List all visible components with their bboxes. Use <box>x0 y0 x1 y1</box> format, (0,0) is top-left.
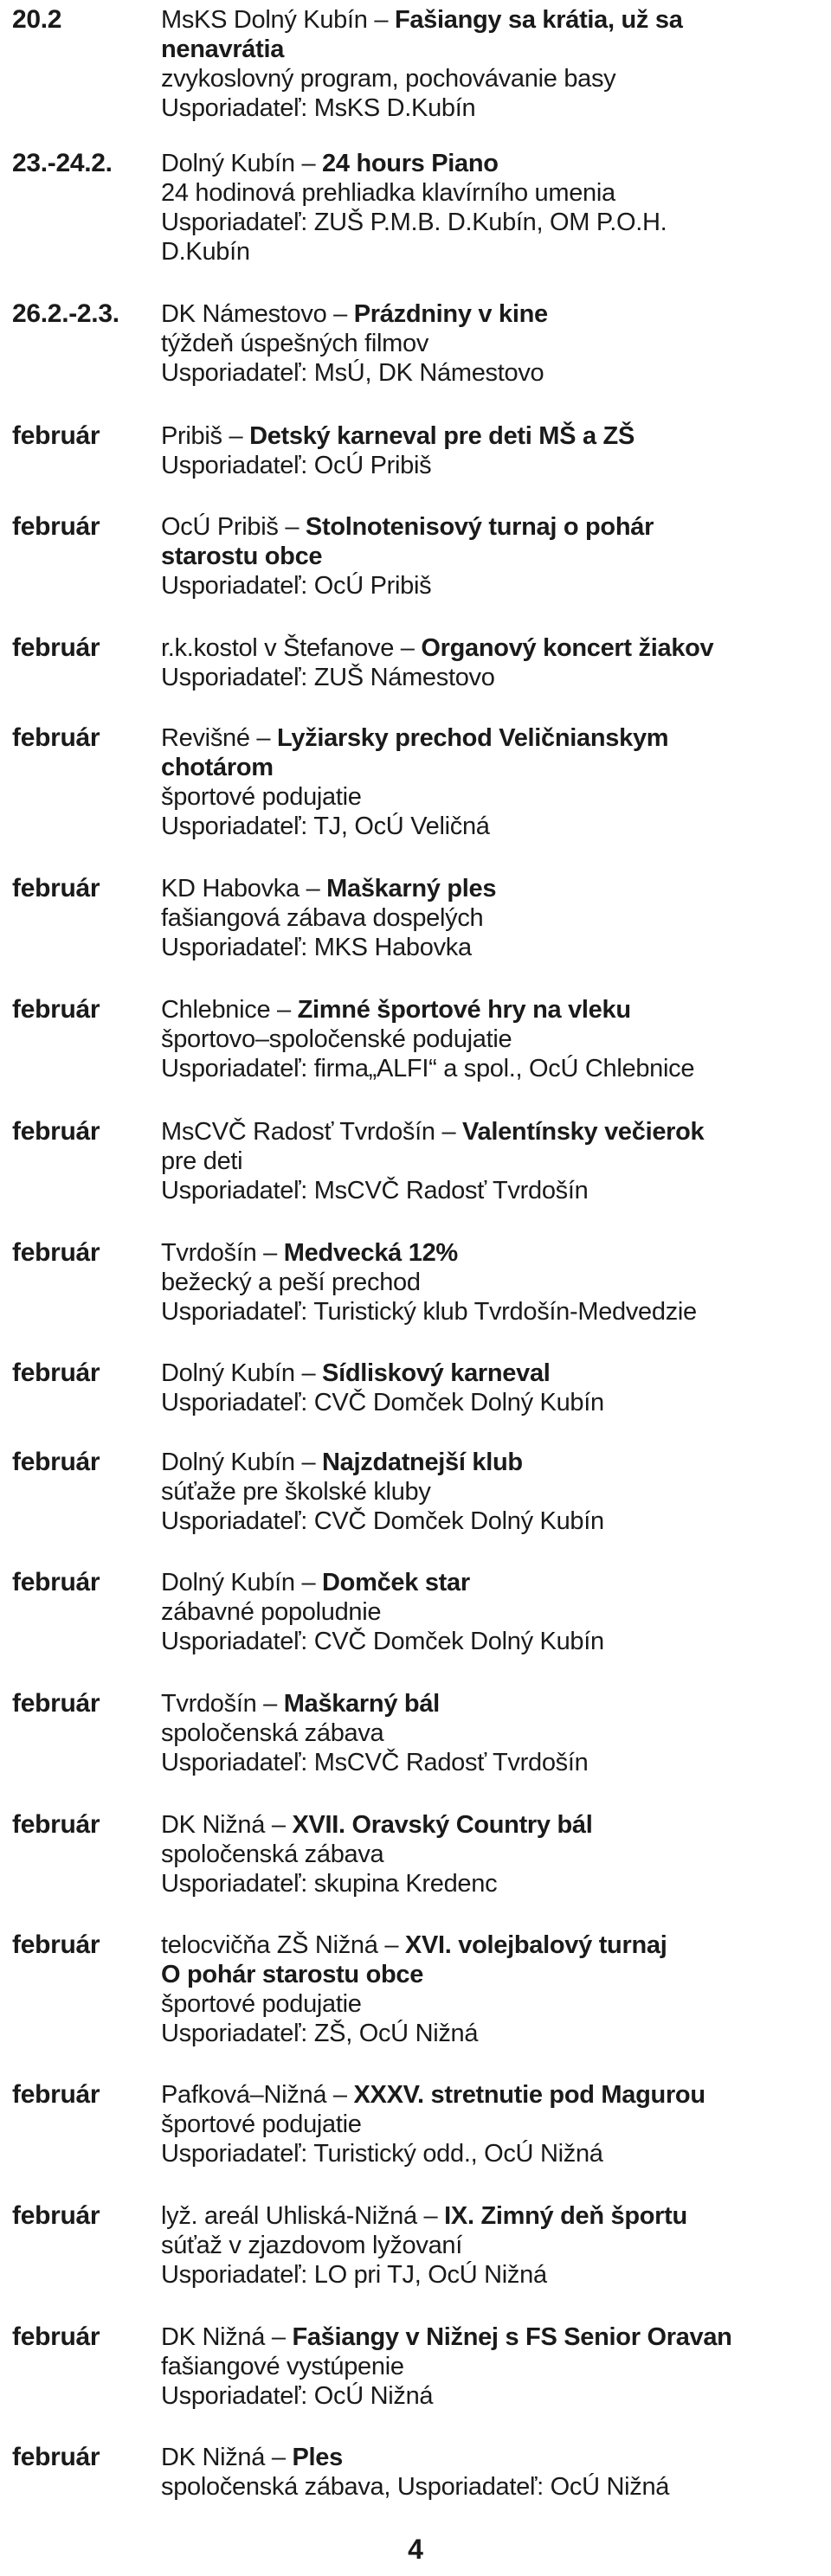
event-organizer: Usporiadateľ: TJ, OcÚ Veličná <box>161 813 490 840</box>
event-headline: Dolný Kubín – 24 hours Piano <box>161 150 499 177</box>
event-date: február <box>12 421 100 450</box>
event-date: 23.-24.2. <box>12 149 113 177</box>
event-organizer: Usporiadateľ: MsCVČ Radosť Tvrdošín <box>161 1749 589 1776</box>
event-organizer: Usporiadateľ: MsCVČ Radosť Tvrdošín <box>161 1177 589 1204</box>
event-title-cont: chotárom <box>161 754 274 781</box>
event-title: XXXV. stretnutie pod Magurou <box>353 2081 705 2109</box>
event-organizer: Usporiadateľ: ZUŠ P.M.B. D.Kubín, OM P.O.H. <box>161 209 667 236</box>
event-headline: DK Nižná – Ples <box>161 2444 343 2471</box>
event-organizer: Usporiadateľ: MsKS D.Kubín <box>161 94 476 122</box>
event-title: Lyžiarsky prechod Veličnianskym <box>277 724 669 752</box>
event-title: Maškarný bál <box>283 1690 440 1718</box>
event-title-cont: nenavrátia <box>161 35 285 63</box>
event-date: február <box>12 1359 100 1387</box>
event-title: Ples <box>292 2444 343 2471</box>
event-title: XVI. volejbalový turnaj <box>404 1931 667 1959</box>
event-body <box>161 874 819 962</box>
event-headline: MsCVČ Radosť Tvrdošín – Valentínsky večierok <box>161 1118 705 1146</box>
event-title: Stolnotenisový turnaj o pohár <box>305 513 654 541</box>
page-number: 4 <box>408 2534 423 2565</box>
event-date: február <box>12 995 100 1024</box>
event-item <box>12 874 819 962</box>
event-date: február <box>12 2201 100 2230</box>
event-item <box>12 1448 819 1536</box>
event-description: týždeň úspešných filmov <box>161 330 429 357</box>
event-item <box>12 2201 819 2290</box>
event-headline: DK Námestovo – Prázdniny v kine <box>161 300 548 328</box>
event-date: február <box>12 512 100 541</box>
event-organizer: Usporiadateľ: skupina Kredenc <box>161 1870 498 1898</box>
event-organizer: Usporiadateľ: firma„ALFI“ a spol., OcÚ Chlebnice <box>161 1055 695 1082</box>
event-organizer: Usporiadateľ: MKS Habovka <box>161 934 472 961</box>
event-body <box>161 2322 819 2411</box>
event-date: február <box>12 2443 100 2471</box>
event-place: Pribiš <box>161 422 222 450</box>
event-body <box>161 1810 819 1898</box>
event-headline: Chlebnice – Zimné športové hry na vleku <box>161 996 631 1024</box>
event-place: Tvrdošín <box>161 1690 257 1718</box>
event-body <box>161 1689 819 1777</box>
event-organizer: Usporiadateľ: ZŠ, OcÚ Nižná <box>161 2020 479 2047</box>
event-date: 20.2 <box>12 5 62 34</box>
event-date: február <box>12 723 100 752</box>
event-place: Tvrdošín <box>161 1239 257 1267</box>
event-organizer: Usporiadateľ: LO pri TJ, OcÚ Nižná <box>161 2261 547 2289</box>
event-headline: OcÚ Pribiš – Stolnotenisový turnaj o pohár <box>161 513 654 541</box>
event-title: Medvecká 12% <box>283 1239 458 1267</box>
event-place: lyž. areál Uhliská-Nižná <box>161 2202 417 2230</box>
event-title: Domček star <box>322 1569 470 1596</box>
event-body <box>161 1448 819 1536</box>
event-body <box>161 1359 819 1417</box>
event-description: fašiangové vystúpenie <box>161 2353 404 2380</box>
event-place: Chlebnice <box>161 996 271 1024</box>
event-place: telocvičňa ZŠ Nižná <box>161 1931 378 1959</box>
event-title: Fašiangy sa krátia, už sa <box>394 6 683 34</box>
event-body <box>161 1930 819 2048</box>
event-item <box>12 1689 819 1777</box>
event-description: pre deti <box>161 1147 243 1175</box>
event-headline: lyž. areál Uhliská-Nižná – IX. Zimný deň športu <box>161 2202 687 2230</box>
event-date: február <box>12 2322 100 2351</box>
event-item <box>12 421 819 480</box>
event-title: Najzdatnejší klub <box>322 1449 523 1476</box>
event-body <box>161 1238 819 1327</box>
event-body <box>161 2080 819 2168</box>
event-place: DK Námestovo <box>161 300 327 328</box>
event-description: súťaže pre školské kluby <box>161 1478 431 1506</box>
event-title: XVII. Oravský Country bál <box>292 1811 593 1839</box>
event-item <box>12 1568 819 1656</box>
event-title: Fašiangy v Nižnej s FS Senior Oravan <box>292 2323 732 2351</box>
event-organizer: Usporiadateľ: OcÚ Pribiš <box>161 572 432 600</box>
event-place: Dolný Kubín <box>161 1449 295 1476</box>
event-description: športové podujatie <box>161 2110 362 2138</box>
event-title: Prázdniny v kine <box>353 300 548 328</box>
event-description: zvykoslovný program, pochovávanie basy <box>161 65 616 93</box>
event-organizer: Usporiadateľ: Turistický klub Tvrdošín-Medvedzie <box>161 1298 697 1326</box>
event-organizer: Usporiadateľ: OcÚ Nižná <box>161 2382 434 2410</box>
event-date: 26.2.-2.3. <box>12 299 119 328</box>
event-date: február <box>12 1930 100 1959</box>
event-place: KD Habovka <box>161 875 300 903</box>
event-title: Valentínsky večierok <box>462 1118 705 1146</box>
event-title: IX. Zimný deň športu <box>444 2202 687 2230</box>
event-body <box>161 1117 819 1205</box>
event-date: február <box>12 633 100 662</box>
event-item <box>12 149 819 267</box>
event-title: Zimné športové hry na vleku <box>297 996 631 1024</box>
event-item <box>12 633 819 692</box>
event-headline: telocvičňa ZŠ Nižná – XVI. volejbalový turnaj <box>161 1931 667 1959</box>
event-place: MsKS Dolný Kubín <box>161 6 368 34</box>
event-item <box>12 723 819 841</box>
event-headline: Revišné – Lyžiarsky prechod Veličnianskym <box>161 724 669 752</box>
event-headline: Tvrdošín – Medvecká 12% <box>161 1239 458 1267</box>
event-date: február <box>12 1238 100 1267</box>
event-body <box>161 2201 819 2290</box>
event-place: MsCVČ Radosť Tvrdošín <box>161 1118 435 1146</box>
event-headline: r.k.kostol v Štefanove – Organový koncert žiakov <box>161 634 714 662</box>
event-description: súťaž v zjazdovom lyžovaní <box>161 2232 463 2259</box>
event-organizer-cont: D.Kubín <box>161 238 250 266</box>
event-headline: Dolný Kubín – Najzdatnejší klub <box>161 1449 523 1476</box>
event-item <box>12 1810 819 1898</box>
event-organizer: Usporiadateľ: CVČ Domček Dolný Kubín <box>161 1628 604 1655</box>
event-title: Sídliskový karneval <box>322 1359 551 1387</box>
event-date: február <box>12 1810 100 1839</box>
event-body <box>161 149 819 267</box>
event-headline: DK Nižná – XVII. Oravský Country bál <box>161 1811 593 1839</box>
event-body <box>161 995 819 1083</box>
event-title: Detský karneval pre deti MŠ a ZŠ <box>249 422 635 450</box>
event-place: DK Nižná <box>161 2323 266 2351</box>
event-description: športovo–spoločenské podujatie <box>161 1025 512 1053</box>
event-headline: Pafková–Nižná – XXXV. stretnutie pod Magurou <box>161 2081 705 2109</box>
event-item <box>12 995 819 1083</box>
event-place: Dolný Kubín <box>161 150 295 177</box>
event-description: bežecký a peší prechod <box>161 1269 421 1296</box>
event-headline: Tvrdošín – Maškarný bál <box>161 1690 440 1718</box>
event-headline: Pribiš – Detský karneval pre deti MŠ a ZŠ <box>161 422 635 450</box>
event-organizer: Usporiadateľ: Turistický odd., OcÚ Nižná <box>161 2140 603 2168</box>
event-organizer: Usporiadateľ: MsÚ, DK Námestovo <box>161 359 544 387</box>
event-title: Organový koncert žiakov <box>421 634 714 662</box>
event-item <box>12 2322 819 2411</box>
event-date: február <box>12 1568 100 1596</box>
event-place: Pafková–Nižná <box>161 2081 327 2109</box>
event-description: športové podujatie <box>161 783 362 811</box>
event-headline: KD Habovka – Maškarný ples <box>161 875 497 903</box>
event-body <box>161 421 819 480</box>
event-item <box>12 2080 819 2168</box>
event-date: február <box>12 1117 100 1146</box>
event-item <box>12 1117 819 1205</box>
event-place: Dolný Kubín <box>161 1359 295 1387</box>
event-title-cont: O pohár starostu obce <box>161 1961 424 1988</box>
event-place: Revišné <box>161 724 250 752</box>
event-item <box>12 1238 819 1327</box>
event-item <box>12 1359 819 1417</box>
event-body <box>161 2443 819 2502</box>
event-organizer: Usporiadateľ: CVČ Domček Dolný Kubín <box>161 1507 604 1535</box>
event-item <box>12 1930 819 2048</box>
event-date: február <box>12 1448 100 1476</box>
event-description: spoločenská zábava <box>161 1840 384 1868</box>
event-organizer: Usporiadateľ: CVČ Domček Dolný Kubín <box>161 1389 604 1416</box>
event-place: Dolný Kubín <box>161 1569 295 1596</box>
event-headline: Dolný Kubín – Sídliskový karneval <box>161 1359 551 1387</box>
event-description: spoločenská zábava <box>161 1719 384 1747</box>
event-body <box>161 512 819 601</box>
event-organizer: Usporiadateľ: ZUŠ Námestovo <box>161 664 495 691</box>
event-headline: DK Nižná – Fašiangy v Nižnej s FS Senior Oravan <box>161 2323 732 2351</box>
event-place: OcÚ Pribiš <box>161 513 279 541</box>
event-item <box>12 299 819 388</box>
event-title-cont: starostu obce <box>161 543 323 570</box>
event-description: 24 hodinová prehliadka klavírního umenia <box>161 179 615 207</box>
event-body <box>161 5 819 123</box>
event-organizer: Usporiadateľ: OcÚ Pribiš <box>161 452 432 479</box>
event-item <box>12 512 819 601</box>
event-body <box>161 723 819 841</box>
event-body <box>161 633 819 692</box>
event-description: športové podujatie <box>161 1990 362 2018</box>
event-organizer: spoločenská zábava, Usporiadateľ: OcÚ Nižná <box>161 2473 670 2501</box>
event-date: február <box>12 874 100 903</box>
event-date: február <box>12 2080 100 2109</box>
event-item <box>12 2443 819 2502</box>
event-place: DK Nižná <box>161 2444 266 2471</box>
event-item <box>12 5 819 123</box>
event-body <box>161 299 819 388</box>
event-place: r.k.kostol v Štefanove <box>161 634 395 662</box>
event-headline: MsKS Dolný Kubín – Fašiangy sa krátia, už sa <box>161 6 683 34</box>
event-description: zábavné popoludnie <box>161 1598 382 1626</box>
event-place: DK Nižná <box>161 1811 266 1839</box>
event-headline: Dolný Kubín – Domček star <box>161 1569 470 1596</box>
event-title: 24 hours Piano <box>322 150 499 177</box>
event-title: Maškarný ples <box>326 875 497 903</box>
event-description: fašiangová zábava dospelých <box>161 904 484 932</box>
event-body <box>161 1568 819 1656</box>
event-date: február <box>12 1689 100 1718</box>
